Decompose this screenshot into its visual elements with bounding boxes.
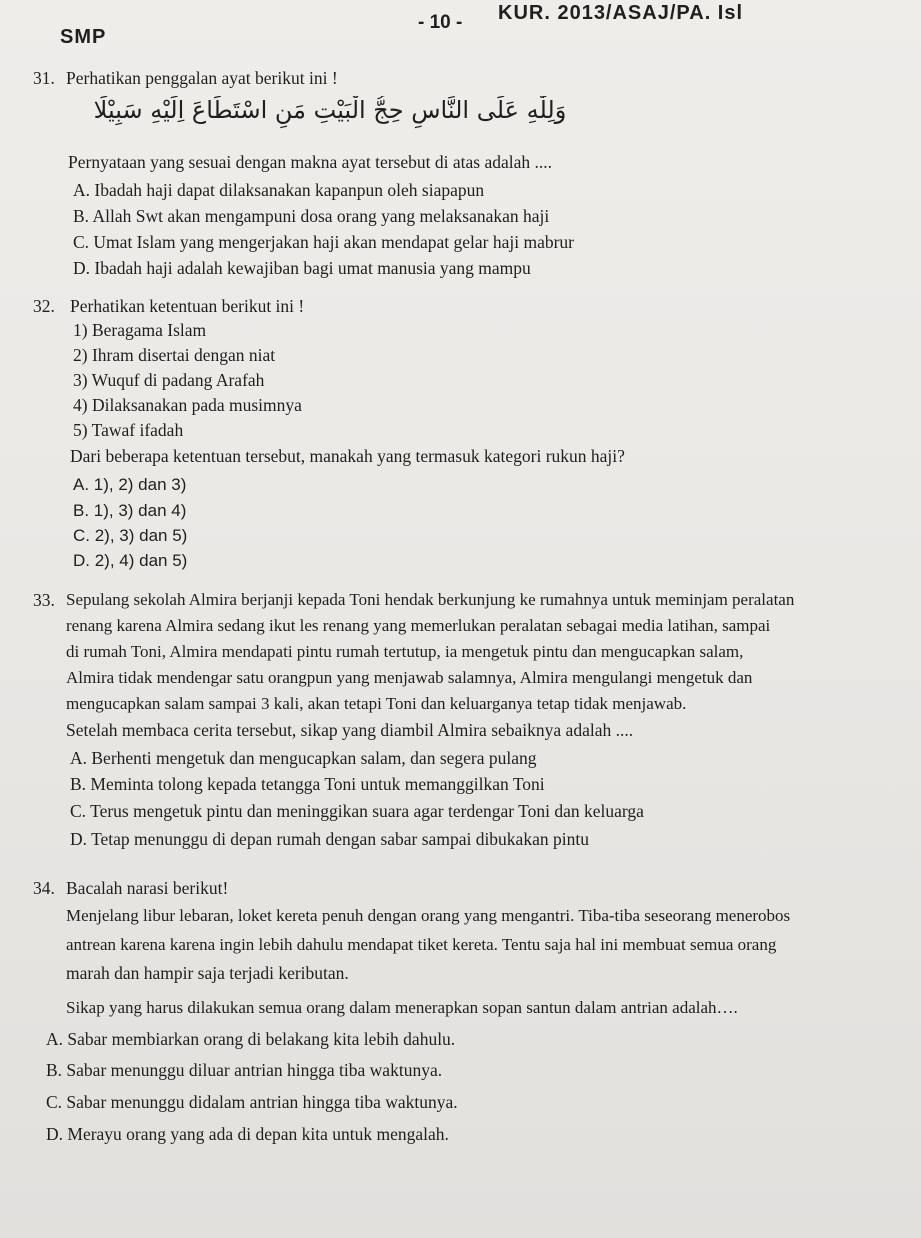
- question-number: 31.: [33, 68, 55, 88]
- story-line: antrean karena karena ingin lebih dahulu mendapat tiket kereta. Tentu saja hal ini membuat semua orang: [66, 935, 777, 954]
- option-c[interactable]: C. Umat Islam yang mengerjakan haji akan mendapat gelar haji mabrur: [73, 232, 574, 252]
- list-item: 3) Wuquf di padang Arafah: [73, 370, 265, 390]
- option-c[interactable]: C. Sabar menunggu didalam antrian hingga tiba waktunya.: [46, 1092, 458, 1112]
- story-line: mengucapkan salam sampai 3 kali, akan tetapi Toni dan keluarganya tetap tidak menjawab.: [66, 694, 687, 713]
- option-a[interactable]: A. Ibadah haji dapat dilaksanakan kapanpun oleh siapapun: [73, 180, 485, 200]
- option-c[interactable]: C. 2), 3) dan 5): [73, 526, 188, 545]
- option-b[interactable]: B. 1), 3) dan 4): [73, 501, 187, 520]
- question-prompt: Perhatikan ketentuan berikut ini !: [70, 296, 305, 316]
- list-item: 4) Dilaksanakan pada musimnya: [73, 395, 302, 415]
- story-line: Sepulang sekolah Almira berjanji kepada Toni hendak berkunjung ke rumahnya untuk meminjam peralatan: [66, 590, 795, 609]
- question-prompt: Perhatikan penggalan ayat berikut ini !: [66, 68, 338, 88]
- arabic-verse: وَلِلّٰهِ عَلَى النَّاسِ حِجُّ الْبَيْتِ مَنِ اسْتَطَاعَ اِلَيْهِ سَبِيْلًا: [93, 96, 567, 124]
- question-prompt: Bacalah narasi berikut!: [66, 878, 229, 898]
- story-line: di rumah Toni, Almira mendapati pintu rumah tertutup, ia mengetuk pintu dan mengucapkan salam,: [66, 642, 744, 661]
- option-a[interactable]: A. Berhenti mengetuk dan mengucapkan salam, dan segera pulang: [70, 748, 537, 768]
- option-b[interactable]: B. Meminta tolong kepada tetangga Toni untuk memanggilkan Toni: [70, 774, 545, 794]
- option-a[interactable]: A. 1), 2) dan 3): [73, 475, 187, 494]
- option-d[interactable]: D. Tetap menunggu di depan rumah dengan sabar sampai dibukakan pintu: [70, 829, 589, 849]
- page-number: - 10 -: [418, 12, 463, 33]
- option-a[interactable]: A. Sabar membiarkan orang di belakang kita lebih dahulu.: [46, 1029, 456, 1049]
- story-line: Menjelang libur lebaran, loket kereta penuh dengan orang yang mengantri. Tiba-tiba seseorang menerobos: [66, 906, 791, 925]
- question-number: 34.: [33, 878, 55, 898]
- question-number: 33.: [33, 590, 55, 610]
- school-level: SMP: [60, 26, 107, 48]
- option-c[interactable]: C. Terus mengetuk pintu dan meninggikan suara agar terdengar Toni dan keluarga: [70, 801, 644, 821]
- option-d[interactable]: D. 2), 4) dan 5): [73, 551, 188, 570]
- question-text: Pernyataan yang sesuai dengan makna ayat tersebut di atas adalah ....: [68, 152, 552, 172]
- curriculum-code: KUR. 2013/ASAJ/PA. Isl: [498, 2, 744, 24]
- question-text: Sikap yang harus dilakukan semua orang dalam menerapkan sopan santun dalam antrian adalah….: [66, 998, 738, 1017]
- option-d[interactable]: D. Ibadah haji adalah kewajiban bagi umat manusia yang mampu: [73, 258, 531, 278]
- option-d[interactable]: D. Merayu orang yang ada di depan kita untuk mengalah.: [46, 1124, 449, 1144]
- option-b[interactable]: B. Allah Swt akan mengampuni dosa orang yang melaksanakan haji: [73, 206, 550, 226]
- story-line: Almira tidak mendengar satu orangpun yang menjawab salamnya, Almira mengulangi mengetuk dan: [66, 668, 753, 687]
- list-item: 1) Beragama Islam: [73, 320, 207, 340]
- option-b[interactable]: B. Sabar menunggu diluar antrian hingga tiba waktunya.: [46, 1060, 443, 1080]
- question-number: 32.: [33, 296, 55, 316]
- question-text: Setelah membaca cerita tersebut, sikap yang diambil Almira sebaiknya adalah ....: [66, 720, 634, 740]
- question-text: Dari beberapa ketentuan tersebut, manakah yang termasuk kategori rukun haji?: [70, 446, 625, 466]
- list-item: 5) Tawaf ifadah: [73, 420, 184, 440]
- story-line: renang karena Almira sedang ikut les renang yang memerlukan peralatan sebagai media latihan, sampai: [66, 616, 771, 635]
- list-item: 2) Ihram disertai dengan niat: [73, 345, 276, 365]
- story-line: marah dan hampir saja terjadi keributan.: [66, 963, 349, 983]
